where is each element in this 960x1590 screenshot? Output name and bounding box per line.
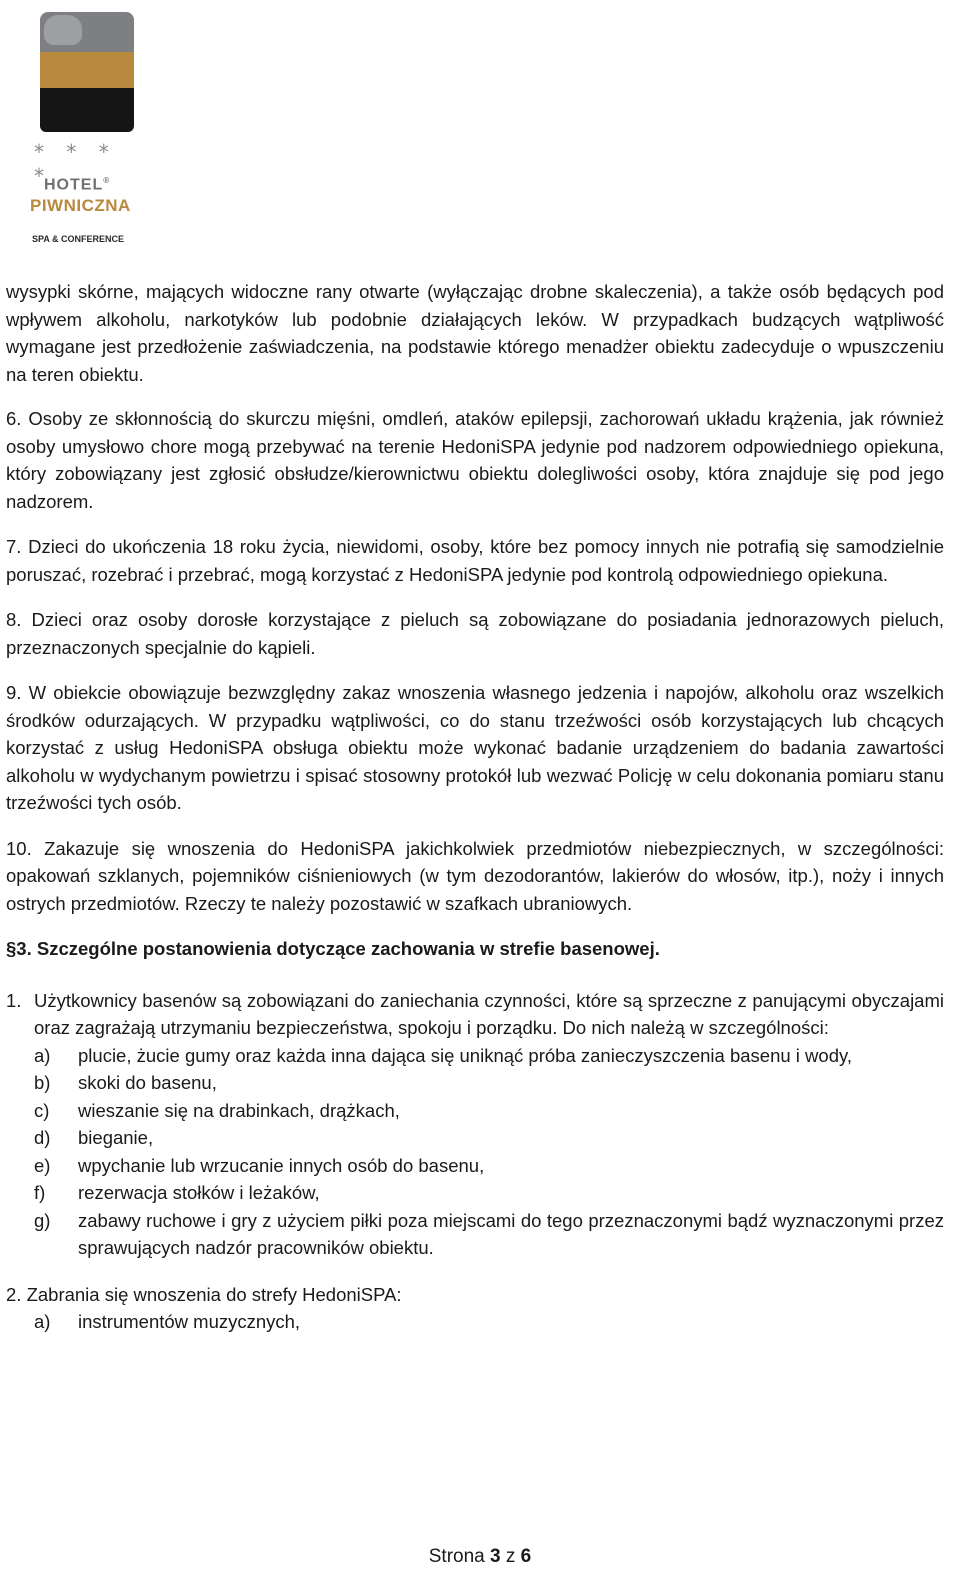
item-number: 1.	[6, 989, 22, 1011]
paragraph-8: 8. Dzieci oraz osoby dorosłe korzystające z pieluch są zobowiązane do posiadania jednorazowych pieluch, przeznaczonych specjalnie do kąpieli.	[6, 609, 944, 658]
list-text: zabawy ruchowe i gry z użyciem piłki poza miejscami do tego przeznaczonymi bądź wyznaczonymi przez sprawujących nadzór pracowników obiektu.	[78, 1209, 944, 1258]
paragraph-10: 10. Zakazuje się wnoszenia do HedoniSPA jakichkolwiek przedmiotów niebezpiecznych, w szczególności: opakowań szklanych, pojemników ciśnieniowych (w tym dezodorantów, lakierów do włosów, itp.), noży i innych ostrych przedmiotów. Rzeczy te należy pozostawić w szafkach ubraniowych.	[6, 837, 944, 914]
list-letter: c)	[34, 1099, 50, 1121]
paragraph-7: 7. Dzieci do ukończenia 18 roku życia, niewidomi, osoby, które bez pomocy innych nie potrafią się samodzielnie poruszać, rozebrać i przebrać, mogą korzystać z HedoniSPA jedynie pod kontrolą odpowiedniego opiekuna.	[6, 536, 944, 585]
list-item	[34, 1207, 944, 1262]
section-3-item-2: 2. Zabrania się wnoszenia do strefy HedoniSPA:	[6, 1283, 402, 1305]
section-3-item-1	[6, 987, 944, 1042]
paragraph-6: 6. Osoby ze skłonnością do skurczu mięśni, omdleń, ataków epilepsji, zachorowań układu krążenia, jak również osoby umysłowo chore mogą przebywać na terenie HedoniSPA jedynie pod nadzorem odpowiedniego opiekuna, który zobowiązany jest zgłosić obsłudze/kierownictwu obiektu dolegliwości osoby, która znajduje się pod jego nadzorem.	[6, 408, 944, 512]
list-item	[34, 1179, 944, 1207]
list-letter: a)	[34, 1044, 51, 1066]
logo-hotel-text	[44, 176, 110, 194]
footer-total-pages: 6	[520, 1546, 532, 1567]
footer-prefix: Strona	[428, 1546, 485, 1567]
item-text: Użytkownicy basenów są zobowiązani do zaniechania czynności, które są sprzeczne z panującymi obyczajami oraz zagrażają utrzymaniu bezpieczeństwa, spokoju i porządku. Do nich należą w szczególności:	[34, 989, 944, 1038]
logo-emblem	[40, 12, 134, 132]
logo-subtitle: SPA & CONFERENCE	[32, 234, 125, 244]
prohibited-items-list	[6, 1308, 944, 1336]
list-letter: e)	[34, 1154, 51, 1176]
list-letter: f)	[34, 1182, 46, 1203]
logo-band-black	[40, 88, 134, 132]
section-heading: §3. Szczególne postanowienia dotyczące zachowania w strefie basenowej.	[6, 938, 660, 959]
prohibited-activities-list	[6, 1042, 944, 1262]
hotel-logo	[28, 8, 148, 248]
list-letter: d)	[34, 1127, 51, 1148]
list-text: plucie, żucie gumy oraz każda inna dająca się uniknąć próba zanieczyszczenia basenu i wody,	[78, 1044, 853, 1066]
footer-separator: z	[505, 1546, 516, 1567]
list-item	[34, 1042, 944, 1070]
page-footer	[0, 1546, 960, 1568]
list-item	[34, 1152, 944, 1180]
paragraph-9: 9. W obiekcie obowiązuje bezwzględny zakaz wnoszenia własnego jedzenia i napojów, alkoholu oraz wszelkich środków odurzających. W przypadku wątpliwości, co do stanu trzeźwości osób korzystających lub chcących korzystać z usług HedoniSPA obsługa obiektu może wykonać badanie urządzeniem do badania zawartości alkoholu w wydychanym powietrzu i spisać stosowny protokół lub wezwać Policję w celu dokonania pomiaru stanu trzeźwości tych osób.	[6, 682, 944, 813]
list-letter: b)	[34, 1072, 51, 1093]
list-text: wpychanie lub wrzucanie innych osób do basenu,	[78, 1154, 485, 1176]
list-text: bieganie,	[78, 1127, 154, 1148]
list-text: wieszanie się na drabinkach, drążkach,	[78, 1099, 400, 1121]
list-text: instrumentów muzycznych,	[78, 1311, 301, 1332]
document-body	[6, 278, 944, 1336]
logo-hotel-word: HOTEL	[44, 176, 104, 194]
logo-sheep-icon	[44, 15, 82, 45]
list-item	[34, 1308, 944, 1336]
list-item	[34, 1124, 944, 1152]
footer-current-page: 3	[490, 1546, 501, 1567]
logo-name: PIWNICZNA	[30, 196, 131, 215]
paragraph-continued: wysypki skórne, mających widoczne rany otwarte (wyłączając drobne skaleczenia), a także osób będących pod wpływem alkoholu, narkotyków lub podobnie działających leków. W przypadkach budzących wątpliwość wymagane jest przedłożenie zaświadczenia, na podstawie którego menadżer obiektu zadecyduje o wpuszczeniu na teren obiektu.	[6, 281, 944, 385]
logo-registered-mark: ®	[103, 176, 111, 185]
list-item	[34, 1097, 944, 1125]
list-letter: g)	[34, 1209, 51, 1231]
list-letter: a)	[34, 1311, 51, 1332]
list-text: skoki do basenu,	[78, 1072, 217, 1093]
logo-band-gold	[40, 52, 134, 88]
list-item	[34, 1069, 944, 1097]
list-text: rezerwacja stołków i leżaków,	[78, 1182, 320, 1203]
logo-stars: * * * *	[34, 140, 117, 188]
